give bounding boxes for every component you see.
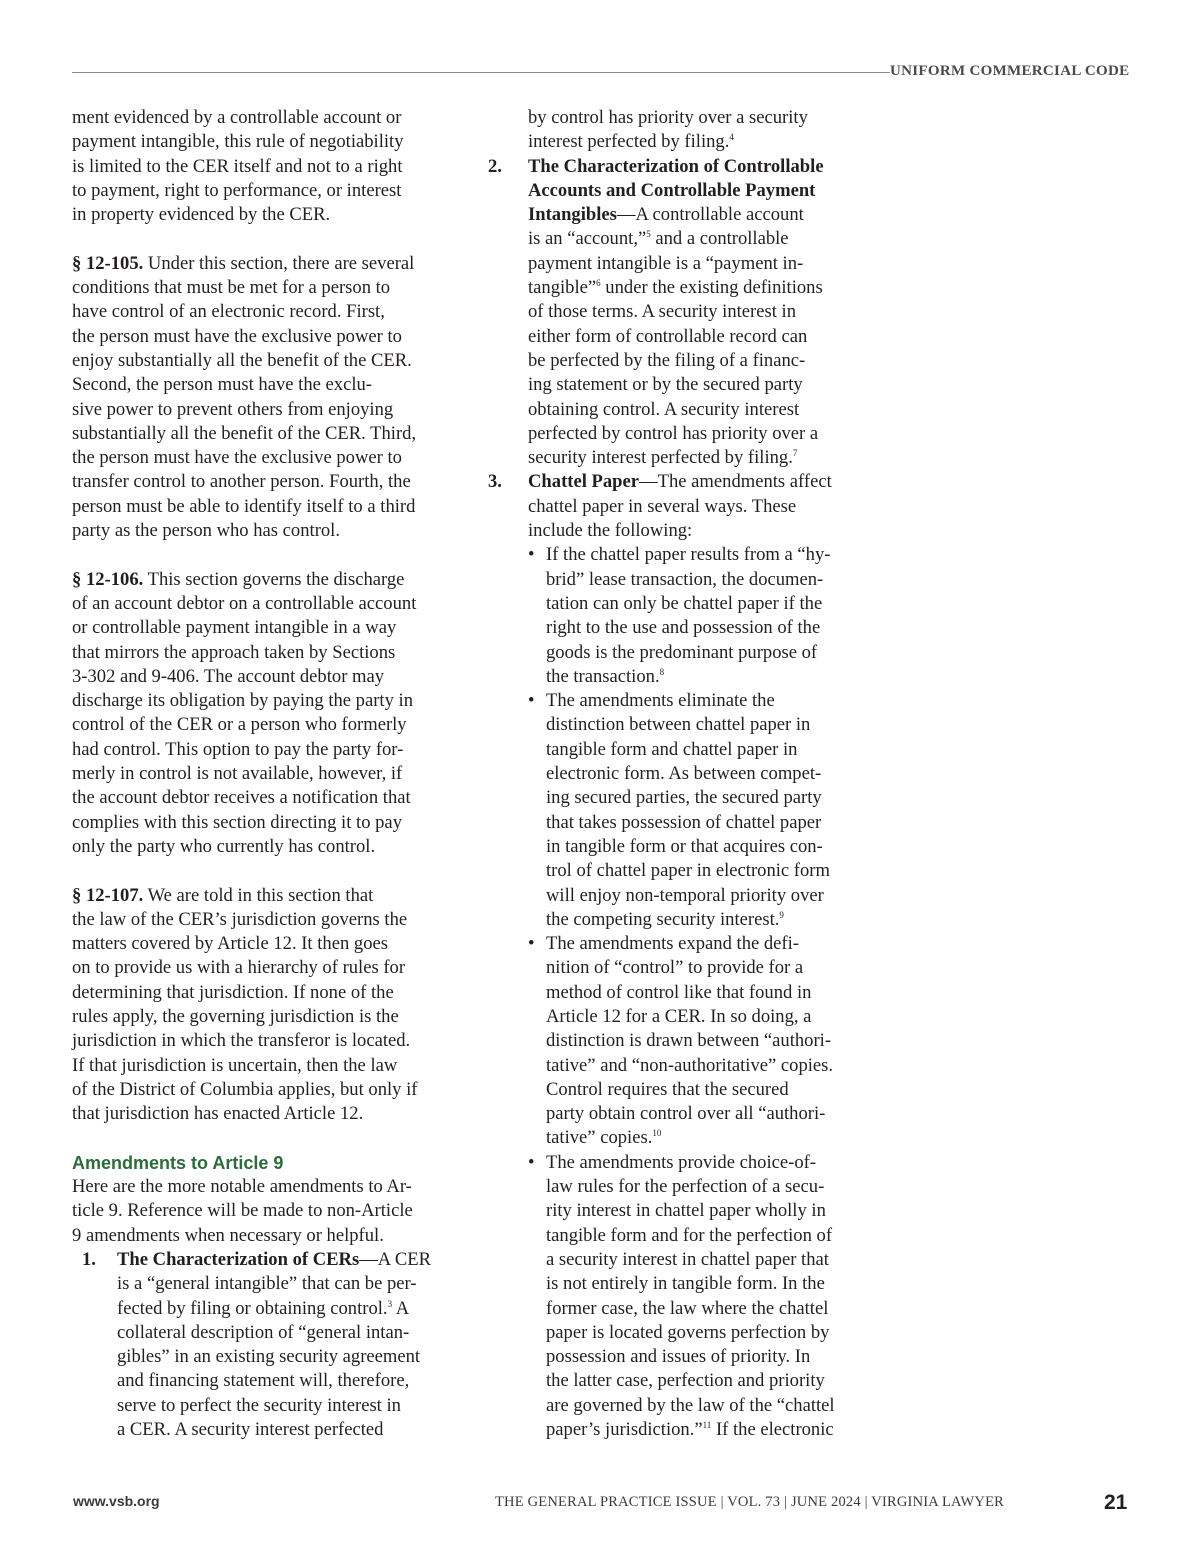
section-label: § 12-106. bbox=[72, 568, 144, 590]
bullet-item: • If the chattel paper results from a “hy- brid” lease transaction, the documen- tation can only be chattel paper if the right to the use and possession of the goods is the predominant purpose of the transaction.$^8$ bbox=[528, 544, 831, 687]
footnote-ref: 11 bbox=[702, 1420, 712, 1431]
section-12-106: § 12-106. This section governs the discharge of an account debtor on a controllable account or controllable payment intangible in a way that mirrors the approach taken by Sections 3-302 and 9-406. The account debtor may discharge its obligation by paying the party in control of the CER or a person who formerly had control. This option to pay the party for- merly in control is not available, however, if the account debtor receives a notification that complies with this section directing it to pay only the party who currently has control. bbox=[72, 568, 417, 857]
footnote-ref: 4 bbox=[729, 132, 734, 143]
footnote-ref: 6 bbox=[596, 278, 601, 289]
list-item-2: 2. The Characterization of Controllable Accounts and Controllable Payment Intangibles—A controllable account is an “account,”$^5$ and a controllable payment intangible is a “payment in- tangible”$^6$ under the existing definitions of those terms. A security interest in either form of controllable record can be perfected by the filing of a financ- ing statement or by the secured party obtaining control. A security interest perfected by control has priority over a security interest perfected by filing.$^7$ bbox=[488, 155, 824, 469]
footnote-ref: 10 bbox=[652, 1128, 662, 1139]
bullet-icon: • bbox=[528, 544, 535, 566]
footer-publication: THE GENERAL PRACTICE ISSUE | VOL. 73 | JUNE 2024 | VIRGINIA LAWYER bbox=[495, 1494, 1005, 1510]
item-1-continued: by control has priority over a security interest perfected by filing.$^4$ bbox=[528, 107, 808, 153]
section-label: § 12-105. bbox=[72, 252, 144, 274]
paragraph-intro: ment evidenced by a controllable account or payment intangible, this rule of negotiability is limited to the CER itself and not to a right to payment, right to performance, or interest in property evidenced by the CER. bbox=[72, 107, 404, 226]
section-label: § 12-107. bbox=[72, 884, 144, 906]
footnote-ref: 8 bbox=[659, 666, 665, 677]
list-number: 1. bbox=[82, 1248, 96, 1270]
footnote-ref: 9 bbox=[779, 909, 784, 920]
bullet-item: • The amendments eliminate the distinction between chattel paper in tangible form and chattel paper in electronic form. As between compet- ing secured parties, the secured party that takes possession of chattel paper in tangible form or that acquires con- trol of chattel paper in electronic form will enjoy non-temporal priority over the competing security interest.$^9$ bbox=[528, 690, 830, 930]
running-header: UNIFORM COMMERCIAL CODE bbox=[890, 63, 1130, 79]
bullet-item: • The amendments expand the defi- nition of “control” to provide for a method of control like that found in Article 12 for a CER. In so doing, a distinction is drawn between “authori- tative” and “non-authoritative” copies. Control requires that the secured party obtain control over all “authori- tative” copies.$^{10}$ bbox=[528, 933, 834, 1149]
bullet-item: • The amendments provide choice-of- law rules for the perfection of a secu- rity interest in chattel paper wholly in tangible form and for the perfection of a security interest in chattel paper that is not entirely in tangible form. In the former case, the law where the chattel paper is located governs perfection by possession and issues of priority. In the latter case, perfection and priority are governed by the law of the “chattel paper’s jurisdiction.”$^{11}$ If the electronic bbox=[528, 1151, 835, 1441]
amendments-intro: Here are the more notable amendments to Ar- ticle 9. Reference will be made to non-Article 9 amendments when necessary or helpful. bbox=[72, 1176, 413, 1246]
page-number: 21 bbox=[1104, 1491, 1128, 1514]
right-column bbox=[488, 106, 868, 1442]
list-number: 2. bbox=[488, 155, 502, 177]
section-heading: Amendments to Article 9 bbox=[72, 1152, 284, 1173]
list-number: 3. bbox=[488, 471, 502, 493]
list-item-3: 3. Chattel Paper—The amendments affect chattel paper in several ways. These include the following: bbox=[488, 471, 832, 542]
left-column bbox=[72, 106, 457, 1442]
footnote-ref: 5 bbox=[646, 229, 651, 240]
section-12-107: § 12-107. We are told in this section that the law of the CER’s jurisdiction governs the matters covered by Article 12. It then goes on to provide us with a hierarchy of rules for determining that jurisdiction. If none of the rules apply, the governing jurisdiction is the jurisdiction in which the transferor is located. If that jurisdiction is uncertain, then the law of the District of Columbia applies, but only if that jurisdiction has enacted Article 12. bbox=[72, 884, 418, 1125]
section-12-105: § 12-105. Under this section, there are several conditions that must be met for a person to have control of an electronic record. First, the person must have the exclusive power to enjoy substantially all the benefit of the CER. Second, the person must have the exclu- sive power to prevent others from enjoying substantially all the benefit of the CER. Third, the person must have the exclusive power to transfer control to another person. Fourth, the person must be able to identify itself to a third party as the person who has control. bbox=[72, 252, 417, 542]
bullet-icon: • bbox=[528, 933, 535, 955]
list-item-1: 1. The Characterization of CERs—A CER is a “general intangible” that can be per- fected by filing or obtaining control.$^3$ A collateral description of “general intan- gibles” in an existing security agreement and financing statement will, therefore, serve to perfect the security interest in a CER. A security interest perfected bbox=[82, 1248, 432, 1441]
bullet-icon: • bbox=[528, 690, 535, 712]
footer-url[interactable]: www.vsb.org bbox=[73, 1493, 160, 1509]
bullet-icon: • bbox=[528, 1151, 535, 1173]
footnote-ref: 7 bbox=[792, 448, 798, 459]
header-rule bbox=[72, 72, 890, 73]
footnote-ref: 3 bbox=[387, 1298, 393, 1309]
